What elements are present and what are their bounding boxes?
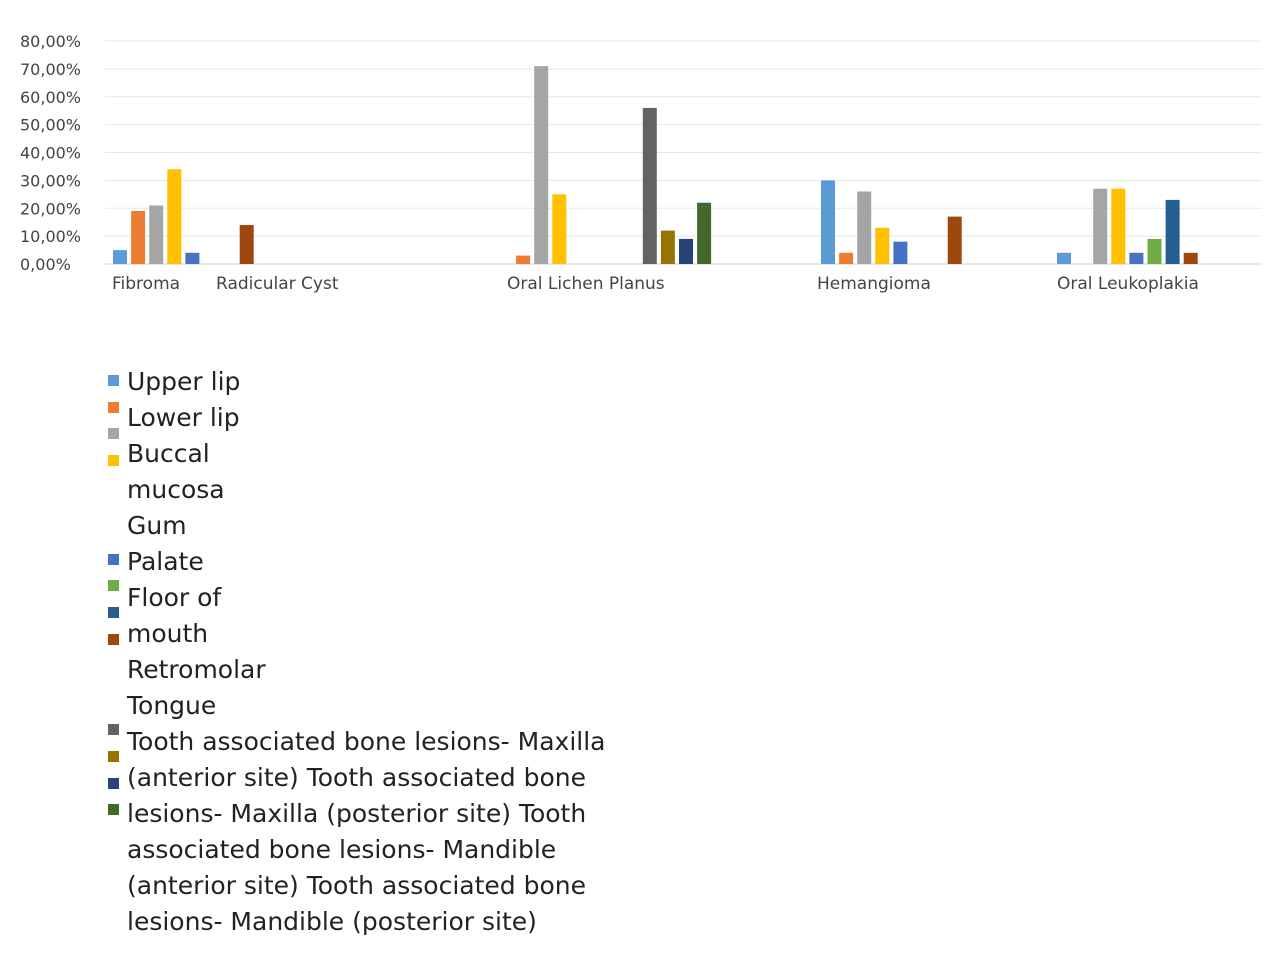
legend-swatch — [108, 634, 119, 645]
legend-swatch — [108, 778, 119, 789]
legend-swatch — [108, 724, 119, 735]
bar — [948, 217, 962, 264]
legend-line: (anterior site) Tooth associated bone — [127, 871, 586, 900]
legend-text — [127, 364, 627, 940]
legend-swatch — [108, 607, 119, 618]
bar — [893, 242, 907, 264]
y-tick-label: 80,00% — [20, 32, 82, 51]
bar — [167, 169, 181, 264]
bar — [113, 250, 127, 264]
y-tick-label: 60,00% — [20, 87, 82, 107]
bar — [643, 108, 657, 264]
y-tick-label: 10,00% — [20, 227, 82, 247]
bar — [552, 194, 566, 264]
legend-line: Lower lip — [127, 403, 240, 432]
bar — [875, 228, 889, 264]
legend-swatch — [108, 804, 119, 815]
legend-line: Upper lip — [127, 367, 241, 396]
bar — [534, 66, 548, 264]
y-axis-ticks — [20, 32, 81, 274]
y-tick-label: 20,00% — [20, 199, 82, 219]
bar — [516, 256, 530, 264]
bar — [857, 192, 871, 265]
legend-line: lesions- Mandible (posterior site) — [127, 907, 537, 936]
legend-line: Tongue — [127, 691, 217, 720]
legend-line: Retromolar — [127, 655, 266, 684]
bar — [1166, 200, 1180, 264]
legend-line: (anterior site) Tooth associated bone — [127, 763, 586, 792]
legend-swatch — [108, 375, 119, 386]
x-tick-label: Fibroma — [112, 274, 181, 294]
y-tick-label: 30,00% — [20, 171, 82, 191]
legend-line: Palate — [127, 547, 204, 576]
gridlines — [105, 41, 1262, 264]
bar — [661, 231, 675, 264]
legend-line: associated bone lesions- Mandible — [127, 835, 557, 864]
legend-line: Tooth associated bone lesions- Maxilla — [127, 727, 606, 756]
bar — [131, 211, 145, 264]
bar — [1111, 189, 1125, 264]
bar — [839, 253, 853, 264]
x-tick-label: Oral Leukoplakia — [1057, 274, 1199, 294]
bar — [240, 225, 254, 264]
legend-swatch — [108, 580, 119, 591]
bar — [1057, 253, 1071, 264]
bar — [821, 180, 835, 264]
legend-line: Buccal — [127, 439, 210, 468]
bar — [185, 253, 199, 264]
legend-line: mucosa — [127, 475, 225, 504]
bars — [113, 66, 1198, 264]
legend-swatch — [108, 455, 119, 466]
bar — [149, 206, 163, 265]
bar — [1093, 189, 1107, 264]
x-tick-label: Radicular Cyst — [216, 274, 339, 294]
bar — [679, 239, 693, 264]
x-tick-label: Hemangioma — [817, 274, 931, 294]
y-tick-label: 0,00% — [20, 255, 71, 274]
legend-swatch — [108, 428, 119, 439]
bar — [1129, 253, 1143, 264]
bar — [1184, 253, 1198, 264]
x-tick-label: Oral Lichen Planus — [507, 274, 665, 294]
legend-swatch — [108, 402, 119, 413]
y-tick-label: 50,00% — [20, 115, 82, 135]
x-axis-ticks — [112, 274, 1199, 294]
legend-line: Gum — [127, 511, 187, 540]
legend-line: lesions- Maxilla (posterior site) Tooth — [127, 799, 587, 828]
legend-swatch — [108, 751, 119, 762]
bar — [697, 203, 711, 264]
legend-line: Floor of — [127, 583, 222, 612]
bar-chart — [0, 0, 1286, 320]
legend-swatch — [108, 554, 119, 565]
legend-line: mouth — [127, 619, 209, 648]
bar — [1148, 239, 1162, 264]
y-tick-label: 40,00% — [20, 143, 82, 163]
y-tick-label: 70,00% — [20, 59, 82, 79]
